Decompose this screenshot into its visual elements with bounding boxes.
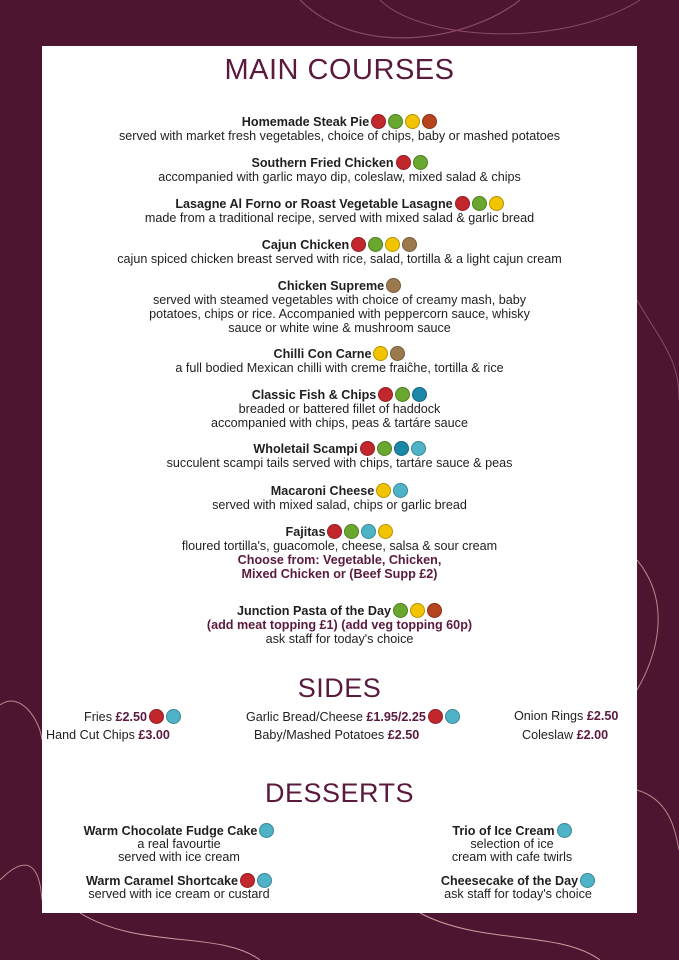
side-item bbox=[514, 709, 618, 723]
dish-name: Lasagne Al Forno or Roast Vegetable Lasagne bbox=[175, 197, 453, 211]
dish-name: Junction Pasta of the Day bbox=[237, 604, 391, 618]
side-item bbox=[84, 709, 181, 724]
side-price: £2.50 bbox=[115, 710, 147, 724]
side-label: Hand Cut Chips bbox=[46, 728, 139, 742]
milk-icon bbox=[259, 823, 274, 838]
dish-item bbox=[42, 387, 637, 430]
milk-icon bbox=[411, 441, 426, 456]
milk-icon bbox=[445, 709, 460, 724]
dish-name-line bbox=[42, 387, 637, 402]
veg-icon bbox=[344, 524, 359, 539]
side-item bbox=[246, 709, 460, 724]
dish-extra: Choose from: Vegetable, Chicken, bbox=[237, 553, 442, 567]
dish-item bbox=[42, 155, 637, 184]
dish-name-line bbox=[42, 237, 637, 252]
gluten-free-icon bbox=[373, 346, 388, 361]
side-price: £1.95/2.25 bbox=[366, 710, 426, 724]
dish-item bbox=[42, 114, 637, 143]
dessert-item bbox=[422, 823, 602, 864]
dairy-free-icon bbox=[427, 603, 442, 618]
chili-icon bbox=[378, 387, 393, 402]
dish-description: made from a traditional recipe, served with mixed salad & garlic bread bbox=[144, 211, 535, 225]
dish-item bbox=[42, 524, 637, 581]
dish-description: succulent scampi tails served with chips, tartáre sauce & peas bbox=[166, 456, 513, 470]
veg-icon bbox=[395, 387, 410, 402]
dish-description: served with mixed salad, chips or garlic bread bbox=[212, 498, 467, 512]
dessert-description: served with ice cream bbox=[118, 850, 240, 864]
veg-icon bbox=[413, 155, 428, 170]
dish-item bbox=[42, 483, 637, 512]
dish-description: floured tortilla's, guacomole, cheese, salsa & sour cream bbox=[181, 539, 498, 553]
fish-icon bbox=[412, 387, 427, 402]
dish-description: a full bodied Mexican chilli with creme fraiĉhe, tortilla & rice bbox=[175, 361, 504, 375]
side-price: £2.50 bbox=[586, 709, 619, 723]
dish-name: Cajun Chicken bbox=[261, 238, 350, 252]
dish-description: sauce or white wine & mushroom sauce bbox=[228, 321, 451, 335]
dessert-name: Trio of Ice Cream bbox=[452, 824, 555, 838]
dessert-item bbox=[64, 823, 294, 864]
chili-icon bbox=[455, 196, 470, 211]
side-item bbox=[522, 728, 608, 742]
milk-icon bbox=[580, 873, 595, 888]
dish-name: Classic Fish & Chips bbox=[251, 388, 377, 402]
veg-icon bbox=[377, 441, 392, 456]
gluten-free-icon bbox=[378, 524, 393, 539]
side-price: £2.00 bbox=[576, 728, 609, 742]
side-item bbox=[46, 728, 170, 742]
side-label: Fries bbox=[84, 710, 116, 724]
chili-icon bbox=[327, 524, 342, 539]
dish-description: accompanied with garlic mayo dip, coleslaw, mixed salad & chips bbox=[158, 170, 521, 184]
dish-name-line bbox=[42, 278, 637, 293]
dish-item bbox=[42, 346, 637, 375]
gluten-free-icon bbox=[385, 237, 400, 252]
dish-description: accompanied with chips, peas & tartáre sauce bbox=[211, 416, 468, 430]
dish-name: Fajitas bbox=[285, 525, 326, 539]
dessert-name: Warm Chocolate Fudge Cake bbox=[83, 824, 258, 838]
dish-name-line bbox=[42, 155, 637, 170]
dish-name: Macaroni Cheese bbox=[270, 484, 375, 498]
dish-name: Wholetail Scampi bbox=[253, 442, 358, 456]
dish-description: potatoes, chips or rice. Accompanied with peppercorn sauce, whisky bbox=[149, 307, 530, 321]
dish-description: ask staff for today's choice bbox=[265, 632, 414, 646]
side-label: Coleslaw bbox=[522, 728, 577, 742]
gluten-free-icon bbox=[489, 196, 504, 211]
chili-icon bbox=[428, 709, 443, 724]
milk-icon bbox=[557, 823, 572, 838]
dish-name: Homemade Steak Pie bbox=[241, 115, 370, 129]
dish-item bbox=[42, 441, 637, 470]
dairy-free-icon bbox=[422, 114, 437, 129]
side-label: Baby/Mashed Potatoes bbox=[254, 728, 388, 742]
chili-icon bbox=[360, 441, 375, 456]
side-item bbox=[254, 728, 419, 742]
dessert-item bbox=[418, 873, 618, 901]
dish-name-line bbox=[42, 524, 637, 539]
dessert-description: served with ice cream or custard bbox=[88, 887, 270, 901]
dish-name-line bbox=[42, 114, 637, 129]
dish-name-line bbox=[42, 483, 637, 498]
dish-item bbox=[42, 278, 637, 335]
dish-description: served with steamed vegetables with choice of creamy mash, baby bbox=[152, 293, 527, 307]
side-price: £3.00 bbox=[138, 728, 170, 742]
nut-icon bbox=[402, 237, 417, 252]
side-label: Onion Rings bbox=[514, 709, 587, 723]
milk-icon bbox=[257, 873, 272, 888]
fish-icon bbox=[394, 441, 409, 456]
dish-extra: (add meat topping £1) (add veg topping 60p) bbox=[206, 618, 473, 632]
chili-icon bbox=[149, 709, 164, 724]
dessert-name: Cheesecake of the Day bbox=[440, 874, 579, 888]
desserts-title: DESSERTS bbox=[264, 778, 415, 808]
dessert-name-line bbox=[418, 873, 618, 888]
veg-icon bbox=[472, 196, 487, 211]
dish-name-line bbox=[42, 603, 637, 618]
dish-item bbox=[42, 603, 637, 646]
dish-name-line bbox=[42, 346, 637, 361]
gluten-free-icon bbox=[410, 603, 425, 618]
dessert-item bbox=[54, 873, 304, 901]
dessert-description: cream with cafe twirls bbox=[451, 850, 573, 864]
dish-description: served with market fresh vegetables, choice of chips, baby or mashed potatoes bbox=[118, 129, 560, 143]
main-courses-title: MAIN COURSES bbox=[224, 54, 455, 86]
dessert-description: ask staff for today's choice bbox=[444, 887, 592, 901]
dish-description: breaded or battered fillet of haddock bbox=[238, 402, 441, 416]
side-label: Garlic Bread/Cheese bbox=[246, 710, 367, 724]
veg-icon bbox=[368, 237, 383, 252]
dessert-name-line bbox=[54, 873, 304, 888]
gluten-free-icon bbox=[405, 114, 420, 129]
milk-icon bbox=[393, 483, 408, 498]
dish-name: Chicken Supreme bbox=[277, 279, 385, 293]
dish-name: Southern Fried Chicken bbox=[251, 156, 394, 170]
chili-icon bbox=[240, 873, 255, 888]
dessert-description: selection of ice bbox=[470, 837, 554, 851]
veg-icon bbox=[393, 603, 408, 618]
sides-title: SIDES bbox=[297, 673, 382, 703]
dish-name-line bbox=[42, 196, 637, 211]
chili-icon bbox=[351, 237, 366, 252]
veg-icon bbox=[388, 114, 403, 129]
dish-item bbox=[42, 237, 637, 266]
dessert-name-line bbox=[64, 823, 294, 838]
dish-extra: Mixed Chicken or (Beef Supp £2) bbox=[241, 567, 438, 581]
chili-icon bbox=[371, 114, 386, 129]
dessert-name-line bbox=[422, 823, 602, 838]
nut-icon bbox=[386, 278, 401, 293]
dessert-description: a real favourtie bbox=[137, 837, 221, 851]
dish-item bbox=[42, 196, 637, 225]
dish-name: Chilli Con Carne bbox=[273, 347, 372, 361]
milk-icon bbox=[166, 709, 181, 724]
nut-icon bbox=[390, 346, 405, 361]
dessert-name: Warm Caramel Shortcake bbox=[85, 874, 239, 888]
dish-name-line bbox=[42, 441, 637, 456]
milk-icon bbox=[361, 524, 376, 539]
side-price: £2.50 bbox=[387, 728, 420, 742]
gluten-free-icon bbox=[376, 483, 391, 498]
chili-icon bbox=[396, 155, 411, 170]
menu-card bbox=[42, 46, 637, 913]
dish-description: cajun spiced chicken breast served with rice, salad, tortilla & a light cajun cream bbox=[117, 252, 562, 266]
